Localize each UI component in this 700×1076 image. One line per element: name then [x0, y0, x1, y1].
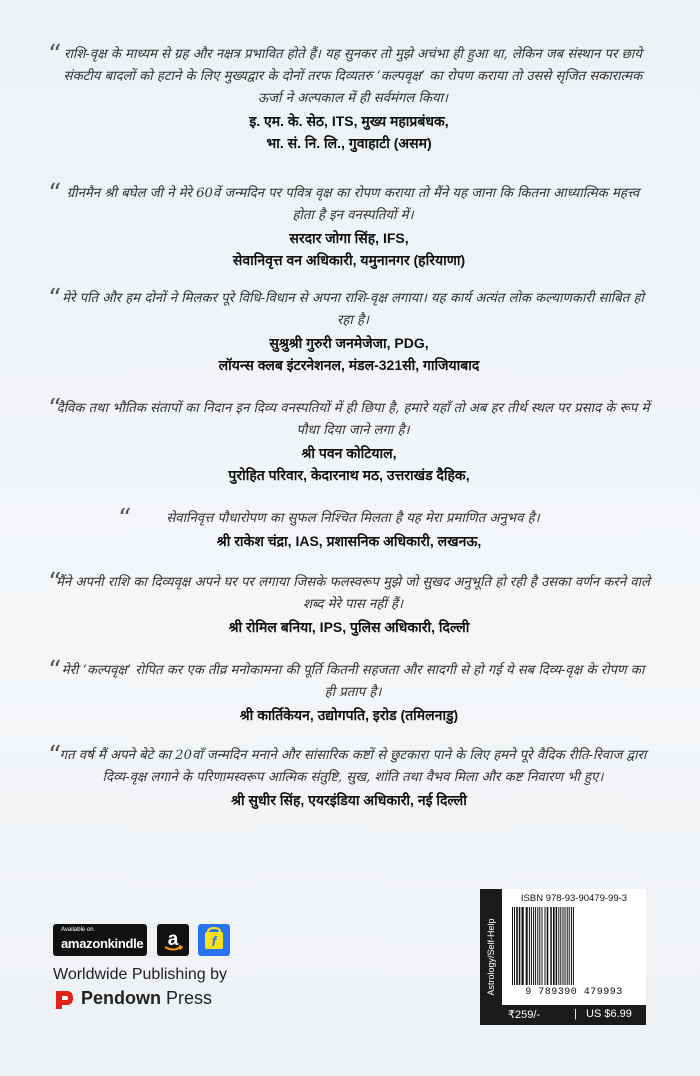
testimonial-author-detail: लॉयन्स क्लब इंटरनेशनल, मंडल-321सी, गाजियाबाद — [218, 357, 480, 373]
quote-mark-icon: “ — [48, 394, 62, 424]
barcode-bar — [537, 907, 538, 985]
svg-text:f: f — [211, 933, 217, 949]
barcode-number: 9 789390 479993 — [525, 987, 623, 998]
quote-mark-icon: “ — [48, 741, 62, 771]
barcode-bar — [560, 907, 561, 985]
testimonial-quote: गत वर्ष मैं अपने बेटे का 20वाँ जन्मदिन मनाने और सांसारिक कष्टों से छुटकारा पाने के लिए हमने पूरे वैदिक रीति-रिवाज द्वारा दिव्य-वृक्ष लगाने के परिणामस्वरूप आत्मिक संतुष्टि, सुख, शांति तथा वैभव मिला और कष्ट निवारण भी हुए। — [59, 748, 647, 785]
testimonial-author: इ. एम. के. सेठ, ITS, मुख्य महाप्रबंधक, — [249, 113, 449, 129]
barcode-bar — [553, 907, 555, 985]
barcode-bar — [569, 907, 570, 985]
barcode-area — [502, 889, 646, 1005]
barcode-bar — [550, 907, 552, 985]
testimonial-8 — [48, 741, 650, 811]
publisher-name-bold: Pendown — [81, 988, 161, 1008]
testimonial-1 — [48, 40, 650, 154]
testimonial-author: श्री पवन कोटियाल, — [301, 445, 397, 461]
barcode-bar — [514, 907, 515, 985]
testimonial-quote: सेवानिवृत्त पौधारोपण का सुफल निश्चित मिलता है यह मेरा प्रमाणित अनुभव है। — [166, 511, 540, 526]
testimonial-5 — [48, 504, 650, 552]
barcode-bar — [533, 907, 534, 985]
barcode-bar — [542, 907, 543, 985]
amazon-logo-icon — [157, 924, 189, 956]
testimonial-6 — [48, 568, 650, 638]
barcode-bar — [567, 907, 568, 985]
category-strip — [480, 889, 502, 1025]
testimonial-author: सरदार जोगा सिंह, IFS, — [289, 230, 409, 246]
price-inr: ₹259/- — [508, 1009, 541, 1021]
testimonial-author: श्री कार्तिकेयन, उद्योगपति, इरोड (तमिलनाडु) — [239, 707, 459, 723]
barcode-bar — [526, 907, 528, 985]
testimonial-quote: मेरी ‘कल्पवृक्ष’ रोपित कर एक तीव्र मनोकामना की पूर्ति कितनी सहजता और सादगी से हो गई ये सब दिव्य-वृक्ष के रोपण का ही प्रताप है। — [61, 663, 645, 700]
barcode-bar — [516, 907, 518, 985]
testimonial-quote: मेरे पति और हम दोनों ने मिलकर पूरे विधि-विधान से अपना राशि-वृक्ष लगाया। यह कार्य अत्यंत लोक कल्याणकारी साबित हो रहा है। — [62, 291, 644, 328]
barcode-bar — [563, 907, 564, 985]
testimonial-quote: दैविक तथा भौतिक संतापों का निदान इन दिव्य वनस्पतियों में ही छिपा है, हमारे यहाँ तो अब हर तीर्थ स्थल पर प्रसाद के रूप में पौधा दिया जाने लगा है। — [56, 401, 650, 438]
price-separator: | — [574, 1008, 577, 1020]
publisher-name-rest: Press — [161, 988, 213, 1008]
barcode-bar — [547, 907, 549, 985]
barcode-bar — [545, 907, 546, 985]
amazon-kindle-badge[interactable] — [53, 924, 147, 956]
barcode-bar — [529, 907, 530, 985]
barcode-bar — [522, 907, 524, 985]
testimonial-4 — [48, 394, 650, 486]
barcode-bar — [519, 907, 521, 985]
isbn-barcode-block — [480, 889, 646, 1025]
amazon-badge[interactable] — [157, 924, 189, 956]
testimonial-author: सुश्रुश्री गुरुरी जनमेजेजा, PDG, — [269, 335, 429, 351]
book-category: Astrology/Self-Help — [486, 918, 496, 996]
testimonial-author-detail: भा. सं. नि. लि., गुवाहाटी (असम) — [266, 135, 432, 151]
isbn-label: ISBN 978-93-90479-99-3 — [520, 893, 628, 904]
quote-mark-icon: “ — [48, 40, 62, 70]
barcode-bar — [512, 907, 513, 985]
barcode-bar — [539, 907, 540, 985]
quote-mark-icon: “ — [48, 568, 62, 598]
price-bar — [502, 1005, 646, 1025]
testimonial-author-detail: पुरोहित परिवार, केदारनाथ मठ, उत्तराखंड दैहिक, — [228, 467, 470, 483]
kindle-badge-text: amazonkindle — [61, 936, 144, 951]
barcode-bar — [535, 907, 536, 985]
testimonial-quote: राशि-वृक्ष के माध्यम से ग्रह और नक्षत्र प्रभावित होते हैं। यह सुनकर तो मुझे अचंभा ही हुआ था, लेकिन जब संस्थान पर छाये संकटीय बादलों को हटाने के लिए मुख्यद्वार के दोनों तरफ दिव्यतरु ‘कल्पवृक्ष’ का रोपण कराया तो उससे सृजित सकारात्मक ऊर्जा ने अल्पकाल में ही सर्वमंगल किया। — [63, 47, 643, 106]
testimonial-author: श्री रोमिल बनिया, IPS, पुलिस अधिकारी, दिल्ली — [228, 619, 470, 635]
quote-mark-icon: “ — [118, 504, 132, 534]
publisher-line: Worldwide Publishing by — [53, 966, 228, 983]
svg-text:a: a — [167, 929, 179, 950]
flipkart-logo-icon — [198, 924, 230, 956]
testimonial-quote: मैंने अपनी राशि का दिव्यवृक्ष अपने घर पर लगाया जिसके फलस्वरूप मुझे जो सुखद अनुभूति हो रही है उसका वर्णन करने वाले शब्द मेरे पास नहीं हैं। — [56, 575, 650, 612]
testimonial-author: श्री सुधीर सिंह, एयरइंडिया अधिकारी, नई दिल्ली — [231, 792, 467, 808]
testimonial-author-detail: सेवानिवृत्त वन अधिकारी, यमुनानगर (हरियाणा) — [232, 252, 466, 268]
barcode-bar — [571, 907, 572, 985]
testimonial-author: श्री राकेश चंद्रा, IAS, प्रशासनिक अधिकारी, लखनऊ, — [216, 533, 482, 549]
barcode-bar — [531, 907, 532, 985]
price-usd: US $6.99 — [586, 1008, 632, 1020]
barcode-bar — [565, 907, 566, 985]
barcode-bars — [510, 907, 638, 985]
kindle-badge-small-text: Available on — [61, 927, 94, 933]
barcode-bar — [556, 907, 558, 985]
barcode-bar — [558, 907, 559, 985]
quote-mark-icon: “ — [48, 284, 62, 314]
pendown-logo-icon — [53, 989, 75, 1011]
barcode-bar — [573, 907, 574, 985]
quote-mark-icon: “ — [48, 179, 62, 209]
testimonial-3 — [48, 284, 650, 376]
testimonial-7 — [48, 656, 650, 726]
flipkart-badge[interactable] — [198, 924, 230, 956]
testimonial-2 — [48, 179, 650, 271]
testimonial-quote: ग्रीनमैन श्री बघेल जी ने मेरे 60वें जन्मदिन पर पवित्र वृक्ष का रोपण कराया तो मैंने यह जाना कि कितना आध्यात्मिक महत्त्व होता है इन वनस्पतियों में। — [66, 186, 640, 223]
quote-mark-icon: “ — [48, 656, 62, 686]
